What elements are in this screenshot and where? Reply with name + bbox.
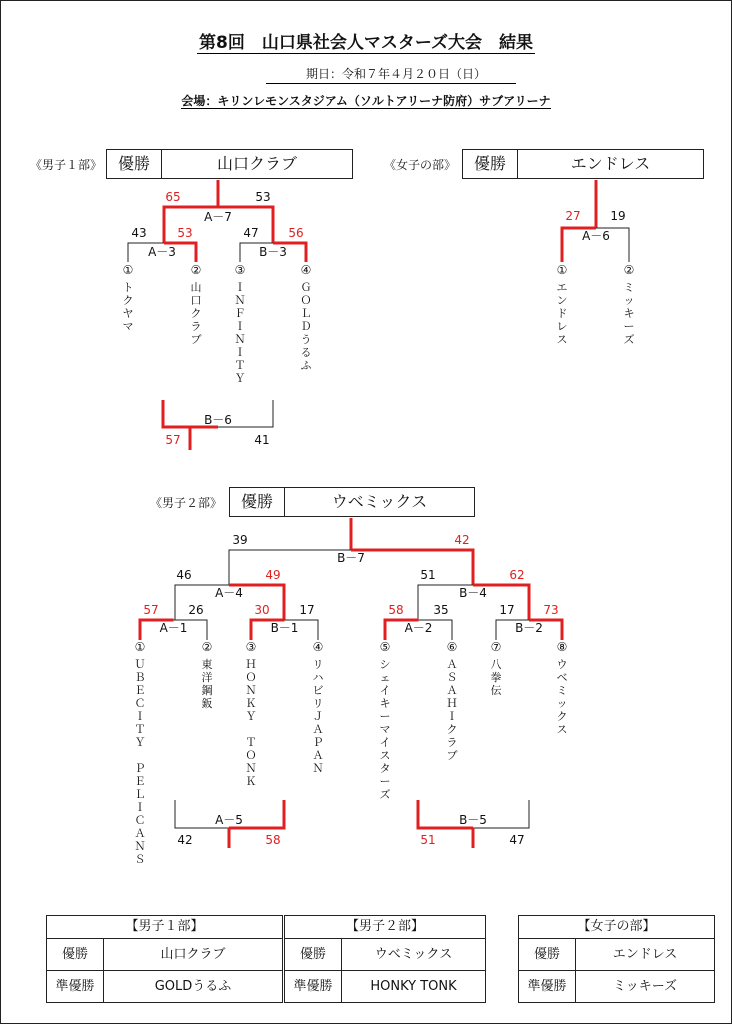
summary-key: 優勝 bbox=[47, 939, 104, 970]
men2-team-name: Ｏ bbox=[245, 671, 257, 684]
men2-team-number: ⑧ bbox=[556, 640, 568, 654]
men1-third-left-score: 57 bbox=[165, 433, 181, 447]
women-section-label: 《女子の部》 bbox=[384, 158, 457, 172]
men2-team-name: ク bbox=[556, 710, 568, 723]
men2-team-number: ② bbox=[201, 640, 213, 654]
men2-final-left bbox=[229, 550, 351, 585]
men2-team-name: Ｉ bbox=[134, 801, 146, 814]
summary-value: エンドレス bbox=[612, 947, 678, 962]
men2-team-number: ⑤ bbox=[379, 640, 391, 654]
men1-section-label: 《男子１部》 bbox=[30, 158, 103, 172]
women-team-number: ② bbox=[623, 263, 635, 277]
men1-sf1-right-score: 53 bbox=[177, 226, 193, 240]
men2-team-name: イ bbox=[379, 736, 391, 749]
men2-team-name: ス bbox=[379, 749, 391, 762]
summary-row bbox=[285, 939, 485, 970]
men2-cons1-left-score: 42 bbox=[177, 833, 193, 847]
men1-team-number: ① bbox=[122, 263, 134, 277]
men2-cons2-id: B－5 bbox=[459, 813, 487, 827]
men2-team-name: ス bbox=[556, 723, 568, 736]
men2-team-number: ⑥ bbox=[446, 640, 458, 654]
men1-team-name: Ｆ bbox=[234, 307, 246, 320]
men2-final-right-score: 42 bbox=[454, 533, 470, 547]
event-venue: 会場：キリンレモンスタジアム（ソルトアリーナ防府）サブアリーナ bbox=[181, 94, 551, 108]
men2-team-name: Ｎ bbox=[312, 762, 324, 775]
men1-team-name: ト bbox=[122, 281, 134, 294]
men2-team-name: リ bbox=[312, 697, 324, 710]
summary-key: 優勝 bbox=[519, 939, 576, 970]
summary-row bbox=[519, 970, 714, 1002]
men2-team-number: ④ bbox=[312, 640, 324, 654]
summary-women-title: 【女子の部】 bbox=[519, 916, 714, 939]
page-title: 第8回 山口県社会人マスターズ大会 結果 bbox=[199, 33, 533, 53]
men2-team-name: ビ bbox=[312, 684, 324, 697]
men2-team-name: ッ bbox=[556, 697, 568, 710]
women-team-name: エ bbox=[556, 281, 568, 294]
men1-sf2-id: B－3 bbox=[259, 245, 287, 259]
men2-team-name: タ bbox=[379, 762, 391, 775]
men2-champion-name: ウベミックス bbox=[331, 492, 428, 511]
men1-team-name: ヤ bbox=[122, 307, 134, 320]
men2-team-name: Ｉ bbox=[446, 710, 458, 723]
event-date: 期日：令和７年４月２０日（日） bbox=[0, 65, 732, 84]
women-final-left-score: 27 bbox=[565, 209, 581, 223]
summary-value: ミッキーズ bbox=[612, 979, 678, 994]
men2-team-name: 東 bbox=[201, 658, 213, 671]
men1-team-name: Ｄ bbox=[300, 320, 312, 333]
men1-team-name: Ｙ bbox=[234, 372, 246, 385]
men2-team-name: 八 bbox=[490, 658, 502, 671]
men1-team-number: ④ bbox=[300, 263, 312, 277]
men2-team-name: Ｓ bbox=[446, 671, 458, 684]
men1-team-name: ラ bbox=[190, 320, 202, 333]
men2-team-name: Ｅ bbox=[134, 775, 146, 788]
men1-sf2-right-score: 56 bbox=[288, 226, 304, 240]
women-team-name: ミ bbox=[623, 281, 635, 294]
men1-final-id: A－7 bbox=[204, 210, 232, 224]
men2-team-name: 伝 bbox=[490, 684, 502, 697]
men1-third-right-score: 41 bbox=[254, 433, 270, 447]
men2-team-name: 鈑 bbox=[201, 697, 213, 710]
men2-qf3-id: A－2 bbox=[404, 621, 433, 635]
men1-team-number: ② bbox=[190, 263, 202, 277]
men2-team-name: Ｃ bbox=[134, 814, 146, 827]
women-final-id: A－6 bbox=[582, 229, 610, 243]
men1-champion-key: 優勝 bbox=[107, 150, 162, 178]
summary-row bbox=[285, 970, 485, 1002]
women-champion-name: エンドレス bbox=[570, 154, 651, 173]
summary-key: 準優勝 bbox=[519, 971, 576, 1002]
men2-final-right bbox=[351, 550, 473, 585]
men1-team-name: Ｇ bbox=[300, 281, 312, 294]
summary-key: 準優勝 bbox=[285, 971, 342, 1002]
men2-qf3-left-score: 58 bbox=[388, 603, 404, 617]
men2-sf2-right-score: 62 bbox=[509, 568, 525, 582]
men2-cons1-id: A－5 bbox=[215, 813, 243, 827]
men2-qf2-left-score: 30 bbox=[254, 603, 270, 617]
men1-team-name: る bbox=[300, 346, 312, 359]
men2-section-label: 《男子２部》 bbox=[150, 496, 223, 510]
summary-row bbox=[47, 939, 282, 970]
men2-team-name: Ｔ bbox=[134, 723, 146, 736]
men2-team-name: ミ bbox=[556, 684, 568, 697]
men2-cons1-right-score: 58 bbox=[265, 833, 281, 847]
men2-cons2-right-score: 47 bbox=[509, 833, 525, 847]
women-team-name: ド bbox=[556, 307, 568, 320]
men1-sf2-left-score: 47 bbox=[243, 226, 259, 240]
men2-team-name: Ｉ bbox=[134, 710, 146, 723]
men2-team-name: Ｎ bbox=[245, 762, 257, 775]
summary-key: 優勝 bbox=[285, 939, 342, 970]
summary-value: 山口クラブ bbox=[160, 947, 226, 962]
men2-sf1-left-score: 46 bbox=[176, 568, 192, 582]
men2-sf1-right-score: 49 bbox=[265, 568, 281, 582]
men2-team-name: Ｎ bbox=[134, 840, 146, 853]
men1-team-name: Ｎ bbox=[234, 294, 246, 307]
men2-sf1-id: A－4 bbox=[215, 586, 243, 600]
men1-team-name: マ bbox=[122, 320, 134, 333]
men2-team-number: ① bbox=[134, 640, 146, 654]
men2-qf2-right-score: 17 bbox=[299, 603, 315, 617]
summary-men1 bbox=[46, 915, 283, 1003]
men1-team-name: ク bbox=[190, 307, 202, 320]
women-team-name: ズ bbox=[623, 333, 635, 346]
summary-men2 bbox=[284, 915, 486, 1003]
men2-team-name: ー bbox=[379, 710, 391, 723]
men2-team-name: 洋 bbox=[201, 671, 213, 684]
men2-team-number: ③ bbox=[245, 640, 257, 654]
women-team-number: ① bbox=[556, 263, 568, 277]
men1-team-name: Ｎ bbox=[234, 333, 246, 346]
men2-champion-key: 優勝 bbox=[230, 488, 285, 516]
men1-team-name: ブ bbox=[190, 333, 202, 346]
men2-qf4-right-score: 73 bbox=[543, 603, 559, 617]
men1-team-name: ふ bbox=[300, 359, 312, 372]
men2-team-name: ラ bbox=[446, 736, 458, 749]
men2-qf2-id: B－1 bbox=[270, 621, 299, 635]
men2-sf2-id: B－4 bbox=[459, 586, 487, 600]
summary-women bbox=[518, 915, 715, 1003]
men2-team-name: Ｈ bbox=[245, 658, 257, 671]
men1-team-number: ③ bbox=[234, 263, 246, 277]
men2-team-name: Ａ bbox=[446, 658, 458, 671]
women-final-right-score: 19 bbox=[610, 209, 626, 223]
men2-team-name: ベ bbox=[556, 671, 568, 684]
men2-team-name: Ａ bbox=[134, 827, 146, 840]
men2-team-name: Ｎ bbox=[245, 684, 257, 697]
men1-final-left-score: 65 bbox=[165, 190, 181, 204]
men2-team-name: Ｅ bbox=[134, 684, 146, 697]
women-team-name: ー bbox=[623, 320, 635, 333]
men2-team-name: ズ bbox=[379, 788, 391, 801]
men1-final-right-score: 53 bbox=[255, 190, 271, 204]
men1-team-name: Ｌ bbox=[300, 307, 312, 320]
men1-team-name: 山 bbox=[190, 281, 202, 294]
men2-qf1-id: A－1 bbox=[159, 621, 188, 635]
men2-team-name: Ｐ bbox=[312, 736, 324, 749]
men2-team-name: リ bbox=[312, 658, 324, 671]
men2-final-id: B－7 bbox=[337, 551, 365, 565]
summary-value: GOLDうるふ bbox=[154, 979, 232, 994]
men2-team-name: Ａ bbox=[312, 723, 324, 736]
men2-team-name: キ bbox=[379, 697, 391, 710]
men2-team-name: Ｔ bbox=[245, 736, 257, 749]
men1-champion-name: 山口クラブ bbox=[216, 154, 297, 173]
men1-team-name: 口 bbox=[190, 294, 202, 307]
men2-team-name: Ｋ bbox=[245, 775, 257, 788]
men2-team-name: Ｃ bbox=[134, 697, 146, 710]
women-champion-key: 優勝 bbox=[463, 150, 518, 178]
men2-team-name: ェ bbox=[379, 671, 391, 684]
men2-team-name: Ｋ bbox=[245, 697, 257, 710]
men2-team-name: Ｐ bbox=[134, 762, 146, 775]
men1-team-name: Ｉ bbox=[234, 320, 246, 333]
men2-qf1-left-score: 57 bbox=[143, 603, 159, 617]
men2-team-name: Ｊ bbox=[312, 710, 324, 723]
men2-team-name: Ｌ bbox=[134, 788, 146, 801]
men2-team-name: Ｏ bbox=[245, 749, 257, 762]
men2-team-name: Ｂ bbox=[134, 671, 146, 684]
men2-team-name: Ｕ bbox=[134, 658, 146, 671]
summary-value: HONKY TONK bbox=[370, 979, 457, 994]
men2-qf1-right-score: 26 bbox=[188, 603, 204, 617]
men2-team-name: Ａ bbox=[446, 684, 458, 697]
men2-team-name: 拳 bbox=[490, 671, 502, 684]
men1-third-id: B－6 bbox=[204, 413, 232, 427]
men1-team-name: Ｏ bbox=[300, 294, 312, 307]
men2-team-name: Ｈ bbox=[446, 697, 458, 710]
men2-team-name: ク bbox=[446, 723, 458, 736]
men2-team-number: ⑦ bbox=[490, 640, 502, 654]
men1-team-name: Ｉ bbox=[234, 281, 246, 294]
women-team-name: ン bbox=[556, 294, 568, 307]
men2-team-name: ブ bbox=[446, 749, 458, 762]
women-team-name: ス bbox=[556, 333, 568, 346]
summary-men2-title: 【男子２部】 bbox=[285, 916, 485, 939]
men2-team-name: イ bbox=[379, 684, 391, 697]
men2-team-name: Ｓ bbox=[134, 853, 146, 866]
men2-team-name: Ｙ bbox=[134, 736, 146, 749]
men1-team-name: Ｉ bbox=[234, 346, 246, 359]
men1-sf1-left-score: 43 bbox=[131, 226, 147, 240]
men2-team-name: 鋼 bbox=[201, 684, 213, 697]
men2-team-name: ー bbox=[379, 775, 391, 788]
men1-team-name: Ｔ bbox=[234, 359, 246, 372]
men2-team-name: Ａ bbox=[312, 749, 324, 762]
men2-cons2-left-score: 51 bbox=[420, 833, 436, 847]
men2-sf2-left-score: 51 bbox=[420, 568, 436, 582]
men2-team-name: Ｙ bbox=[245, 710, 257, 723]
summary-value: ウベミックス bbox=[374, 947, 453, 962]
summary-key: 準優勝 bbox=[47, 971, 104, 1002]
men1-team-name: ク bbox=[122, 294, 134, 307]
men1-sf1-id: A－3 bbox=[148, 245, 176, 259]
summary-row bbox=[519, 939, 714, 970]
summary-row bbox=[47, 970, 282, 1002]
men2-team-name: ウ bbox=[556, 658, 568, 671]
summary-men1-title: 【男子１部】 bbox=[47, 916, 282, 939]
men1-team-name: う bbox=[300, 333, 312, 346]
men2-qf4-id: B－2 bbox=[515, 621, 543, 635]
men2-qf3-right-score: 35 bbox=[433, 603, 449, 617]
men2-qf4-left-score: 17 bbox=[499, 603, 515, 617]
men2-team-name: マ bbox=[379, 723, 391, 736]
women-team-name: レ bbox=[556, 320, 568, 333]
women-team-name: ッ bbox=[623, 294, 635, 307]
men2-team-name: シ bbox=[379, 658, 391, 671]
women-team-name: キ bbox=[623, 307, 635, 320]
men2-final-left-score: 39 bbox=[232, 533, 248, 547]
men2-team-name: ハ bbox=[312, 671, 324, 684]
